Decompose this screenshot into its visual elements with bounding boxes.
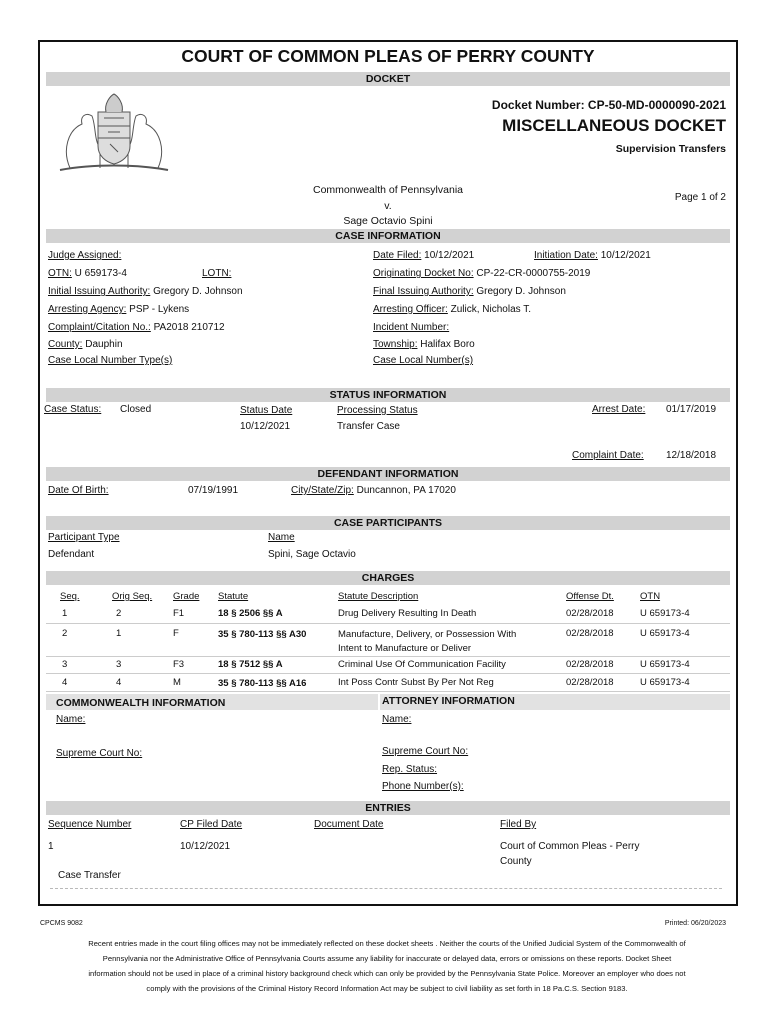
arrest-date-label: Arrest Date: [592, 404, 646, 415]
charges-header-desc: Statute Description [338, 591, 419, 602]
charge-grade: M [173, 677, 181, 688]
entry-cp-date: 10/12/2021 [180, 841, 231, 852]
lotn-label: LOTN: [202, 268, 232, 279]
final-ia: Gregory D. Johnson [476, 286, 566, 297]
docket-page [38, 40, 738, 906]
charge-seq: 2 [62, 628, 68, 639]
status-info-bar: STATUS INFORMATION [46, 388, 730, 402]
docket-number: Docket Number: CP-50-MD-0000090-2021 [491, 98, 726, 112]
processing-label: Processing Status [337, 405, 418, 416]
entries-divider [50, 888, 722, 889]
charges-header-statute: Statute [218, 591, 249, 602]
otn-label: OTN: [48, 268, 72, 279]
caption-versus: v. [384, 200, 392, 212]
court-title: COURT OF COMMON PLEAS OF PERRY COUNTY [181, 46, 595, 66]
charge-otn: U 659173-4 [640, 677, 690, 688]
charge-grade: F1 [173, 608, 185, 619]
charge-offense-date: 02/28/2018 [566, 608, 614, 619]
attorney-phone-label: Phone Number(s): [382, 781, 464, 792]
otn-value: U 659173-4 [74, 268, 127, 279]
charge-statute: 35 § 780-113 §§ A30 [218, 629, 307, 640]
local-type-label: Case Local Number Type(s) [48, 355, 173, 366]
charge-divider [46, 623, 730, 624]
entries-bar: ENTRIES [46, 801, 730, 815]
arresting-officer: Zulick, Nicholas T. [450, 304, 532, 315]
complaint-number: PA2018 210712 [153, 322, 225, 333]
charge-description: Drug Delivery Resulting In Death [338, 608, 477, 619]
commonwealth-supreme-label: Supreme Court No: [56, 748, 143, 759]
charge-otn: U 659173-4 [640, 659, 690, 670]
charge-otn: U 659173-4 [640, 608, 690, 619]
charge-grade: F [173, 628, 179, 639]
charges-header-otn: OTN [640, 591, 661, 602]
participants-bar: CASE PARTICIPANTS [46, 516, 730, 530]
dob-label: Date Of Birth: [48, 485, 109, 496]
charge-orig-seq: 1 [116, 628, 122, 639]
charge-otn: U 659173-4 [640, 628, 690, 639]
case-status-label: Case Status: [44, 404, 102, 415]
commonwealth-name-label: Name: [56, 714, 86, 725]
docket-type: MISCELLANEOUS DOCKET [502, 116, 726, 135]
caption-defendant: Sage Octavio Spini [343, 215, 433, 227]
judge-label: Judge Assigned: [48, 250, 122, 261]
complaint-date-label: Complaint Date: [572, 450, 644, 461]
final-ia-label: Final Issuing Authority: [373, 286, 474, 297]
disclaimer: Recent entries made in the court filing offices may not be immediately reflected on these docket sheets . Neither the courts of the Unified Judicial System of the Commonwealth of Pennsylvania nor the Administrative Office of Pennsylvania Courts assume any liability for inaccurate or delayed data, errors or omissions on these reports. Docket Sheet information should not be used in place of a criminal history background check which can only be provided by the Pennsylvania State Police. Moreover an employer who does not comply with the provisions of the Criminal History Record Information Act may be subject to civil liability as set forth in 18 Pa.C.S. Section 9183. [88, 939, 686, 993]
commonwealth-heading: COMMONWEALTH INFORMATION [56, 697, 226, 709]
attorney-supreme-label: Supreme Court No: [382, 746, 469, 757]
incident-label: Incident Number: [373, 322, 450, 333]
charge-grade: F3 [173, 659, 185, 670]
charges-header-date: Offense Dt. [566, 591, 614, 602]
attorney-heading: ATTORNEY INFORMATION [382, 695, 515, 707]
case-info-bar: CASE INFORMATION [46, 229, 730, 243]
csz-label: City/State/Zip: [291, 485, 354, 496]
charge-description: Criminal Use Of Communication Facility [338, 659, 506, 670]
charge-statute: 18 § 2506 §§ A [218, 608, 283, 619]
docket-subtype: Supervision Transfers [615, 143, 726, 155]
participant-name: Spini, Sage Octavio [268, 549, 356, 560]
case-status-value: Closed [120, 404, 152, 415]
complaint-date: 12/18/2018 [666, 450, 717, 461]
coat-of-arms-icon [52, 90, 176, 176]
local-number-label: Case Local Number(s) [373, 355, 474, 366]
charges-bar: CHARGES [46, 571, 730, 585]
entries-cp-label: CP Filed Date [180, 819, 243, 830]
entries-seq-label: Sequence Number [48, 819, 132, 830]
charge-orig-seq: 2 [116, 608, 122, 619]
defendant-info-bar: DEFENDANT INFORMATION [46, 467, 730, 481]
charge-offense-date: 02/28/2018 [566, 628, 614, 639]
charges-header-orig: Orig Seq. [112, 591, 153, 602]
charge-orig-seq: 4 [116, 677, 122, 688]
charge-description: Manufacture, Delivery, or Possession With [338, 629, 517, 640]
caption-plaintiff: Commonwealth of Pennsylvania [313, 184, 463, 196]
charge-seq: 4 [62, 677, 68, 688]
form-id: CPCMS 9082 [40, 920, 83, 927]
charge-divider [46, 673, 730, 674]
page-number: Page 1 of 2 [674, 192, 726, 203]
charge-offense-date: 02/28/2018 [566, 677, 614, 688]
entry-filed-by-cont: County [500, 856, 532, 867]
footer [40, 920, 730, 927]
attorney-name-label: Name: [382, 714, 412, 725]
entries-filed-by-label: Filed By [500, 819, 537, 830]
entry-seq: 1 [48, 841, 54, 852]
orig-docket-label: Originating Docket No: [373, 268, 474, 279]
arrest-date: 01/17/2019 [666, 404, 717, 415]
docket-bar: DOCKET [46, 72, 730, 86]
status-date-label: Status Date [240, 405, 293, 416]
participant-type: Defendant [48, 549, 95, 560]
orig-docket: CP-22-CR-0000755-2019 [476, 268, 591, 279]
charge-divider [46, 691, 730, 692]
entries-doc-label: Document Date [314, 819, 384, 830]
township-value: Halifax Boro [420, 339, 475, 350]
participant-type-label: Participant Type [48, 532, 120, 543]
charge-seq: 3 [62, 659, 68, 670]
charge-description-cont: Intent to Manufacture or Deliver [338, 643, 472, 654]
entry-title: Case Transfer [58, 870, 121, 881]
processing-status: Transfer Case [337, 421, 400, 432]
arresting-agency-label: Arresting Agency: [48, 304, 127, 315]
complaint-label: Complaint/Citation No.: [48, 322, 151, 333]
charge-offense-date: 02/28/2018 [566, 659, 614, 670]
date-filed-label: Date Filed: [373, 250, 422, 261]
charge-divider [46, 656, 730, 657]
initiation-date: 10/12/2021 [600, 250, 651, 261]
charge-seq: 1 [62, 608, 68, 619]
attorney-rep-label: Rep. Status: [382, 764, 438, 775]
initiation-label: Initiation Date: [534, 250, 598, 261]
csz-value: Duncannon, PA 17020 [356, 485, 456, 496]
initial-ia: Gregory D. Johnson [153, 286, 243, 297]
township-label: Township: [373, 339, 418, 350]
date-filed: 10/12/2021 [424, 250, 475, 261]
charge-statute: 18 § 7512 §§ A [218, 659, 283, 670]
printed-date: Printed: 06/20/2023 [664, 920, 726, 927]
county-label: County: [48, 339, 83, 350]
dob-value: 07/19/1991 [188, 485, 239, 496]
charge-statute: 35 § 780-113 §§ A16 [218, 678, 307, 689]
charge-orig-seq: 3 [116, 659, 122, 670]
charges-header-grade: Grade [173, 591, 200, 602]
county-value: Dauphin [85, 339, 123, 350]
initial-ia-label: Initial Issuing Authority: [48, 286, 151, 297]
arresting-officer-label: Arresting Officer: [373, 304, 448, 315]
participant-name-label: Name [268, 532, 295, 543]
entry-filed-by: Court of Common Pleas - Perry [500, 841, 640, 852]
arresting-agency: PSP - Lykens [129, 304, 190, 315]
charges-header-seq: Seq. [60, 591, 80, 602]
charge-description: Int Poss Contr Subst By Per Not Reg [338, 677, 494, 688]
status-date: 10/12/2021 [240, 421, 291, 432]
